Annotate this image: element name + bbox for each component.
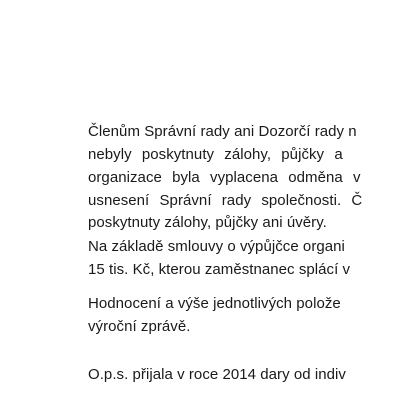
paragraph-1-line-3: organizace byla vyplacena odměna v — [88, 169, 361, 186]
paragraph-3-line-1: Hodnocení a výše jednotlivých polože — [88, 295, 341, 312]
paragraph-4-line-1: O.p.s. přijala v roce 2014 dary od indiv — [88, 366, 346, 383]
paragraph-2-line-1: Na základě smlouvy o výpůjčce organi — [88, 238, 345, 255]
paragraph-1-line-1: Členům Správní rady ani Dozorčí rady n — [88, 123, 357, 140]
paragraph-1-line-2: nebyly poskytnuty zálohy, půjčky a — [88, 146, 343, 163]
paragraph-2-line-2: 15 tis. Kč, kterou zaměstnanec splácí v — [88, 261, 351, 278]
paragraph-3-line-2: výroční zprávě. — [88, 318, 191, 335]
paragraph-1-line-4: usnesení Správní rady společnosti. Č — [88, 192, 363, 209]
paragraph-1-line-5: poskytnuty zálohy, půjčky ani úvěry. — [88, 214, 327, 231]
